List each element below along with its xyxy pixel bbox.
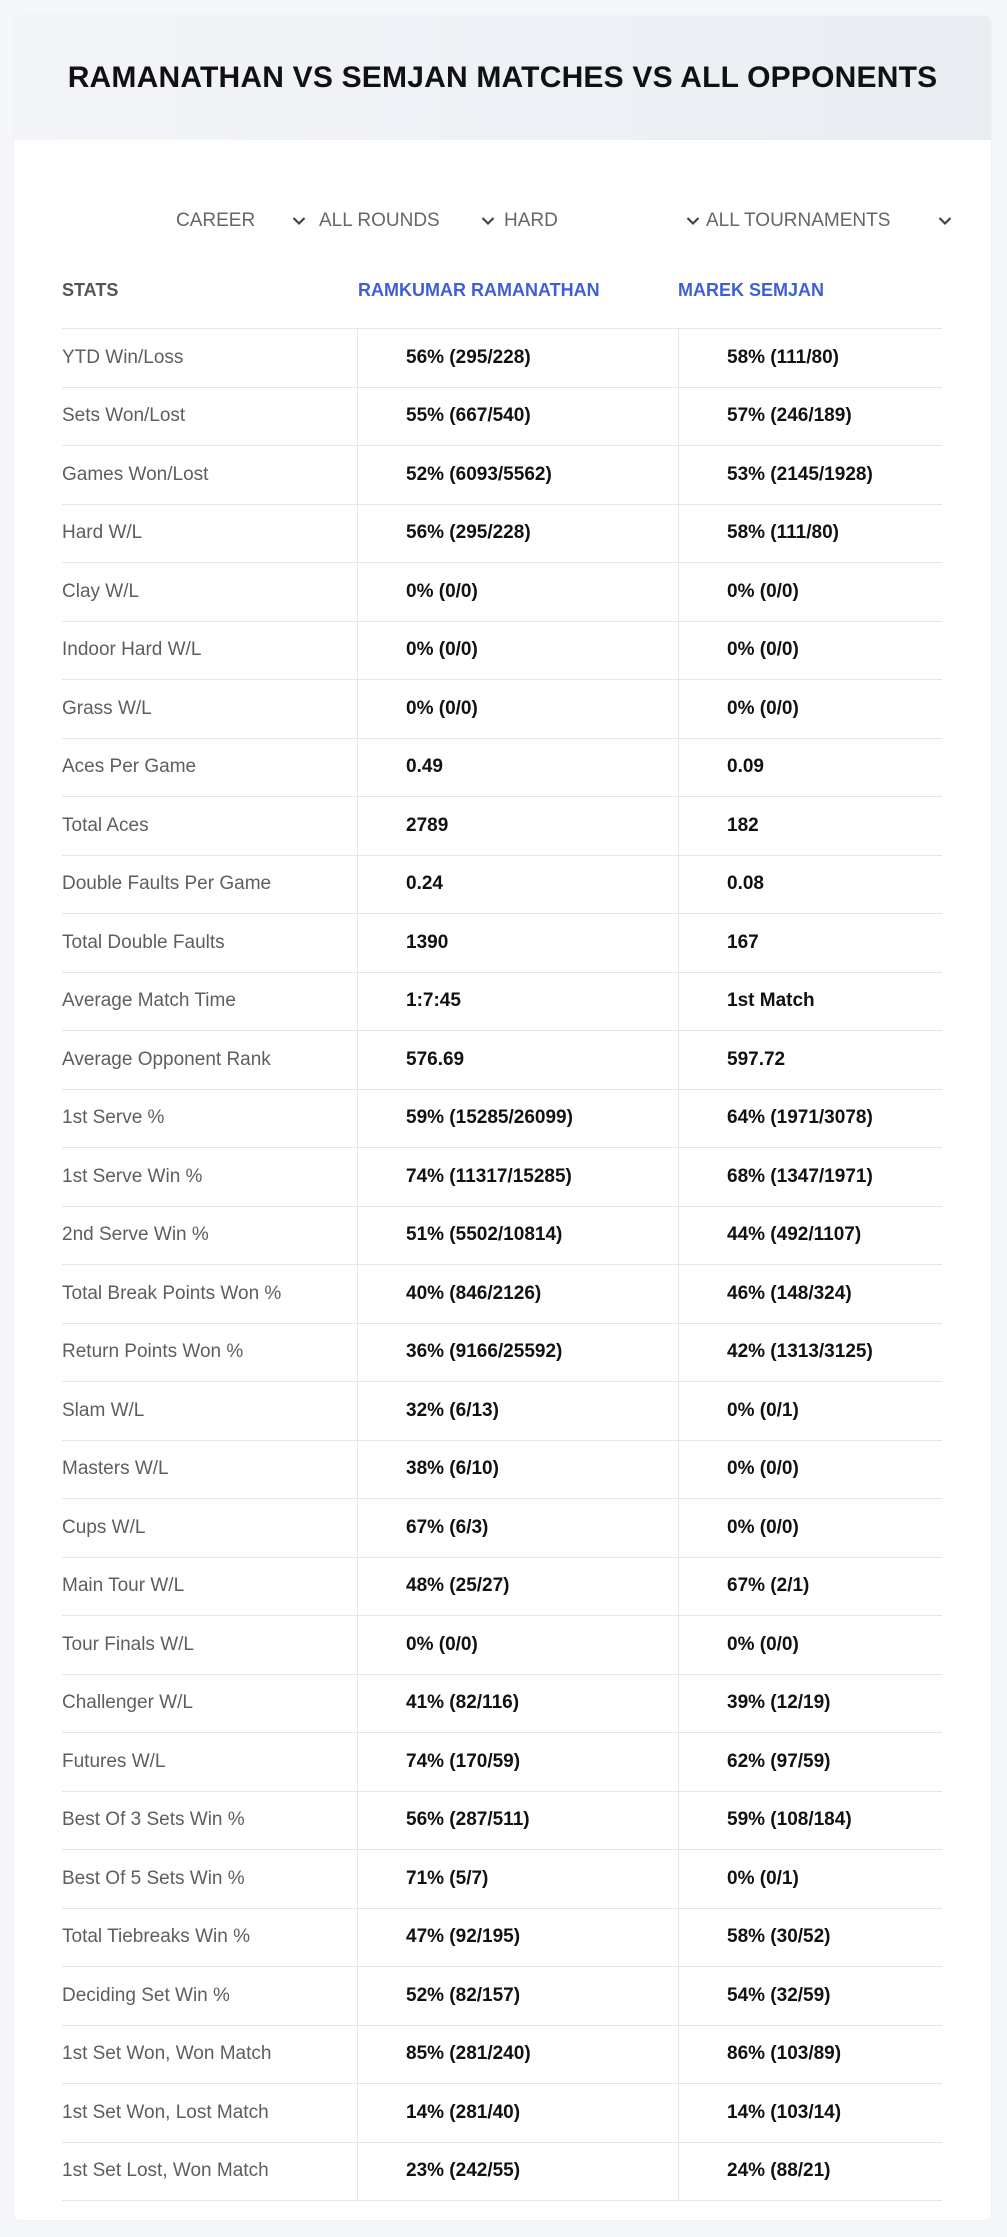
chevron-down-icon — [934, 210, 956, 232]
table-row — [62, 1031, 942, 1090]
stat-label: Total Break Points Won % — [62, 1282, 282, 1304]
table-row — [62, 856, 942, 915]
player2-value: 42% (1313/3125) — [678, 1324, 942, 1382]
table-row — [62, 1441, 942, 1500]
player2-value: 0% (0/0) — [678, 622, 942, 680]
player1-value: 0% (0/0) — [357, 680, 678, 738]
stat-label: Aces Per Game — [62, 756, 197, 778]
player1-value: 41% (82/116) — [357, 1675, 678, 1733]
player1-value: 14% (281/40) — [357, 2084, 678, 2142]
table-row — [62, 680, 942, 739]
career-select-value: CAREER — [176, 210, 256, 231]
table-row — [62, 563, 942, 622]
player1-value: 1:7:45 — [357, 973, 678, 1031]
stat-label: Games Won/Lost — [62, 463, 209, 485]
stat-label: Clay W/L — [62, 580, 140, 602]
player2-value: 167 — [678, 914, 942, 972]
stat-label: 2nd Serve Win % — [62, 1224, 209, 1246]
player1-value: 52% (82/157) — [357, 1967, 678, 2025]
player2-value: 0% (0/0) — [678, 680, 942, 738]
player2-value: 0% (0/0) — [678, 1499, 942, 1557]
player2-column-header[interactable]: MAREK SEMJAN — [678, 279, 825, 300]
table-row — [62, 1090, 942, 1149]
player2-value: 62% (97/59) — [678, 1733, 942, 1791]
player2-value: 39% (12/19) — [678, 1675, 942, 1733]
player1-value: 56% (295/228) — [357, 505, 678, 563]
stat-label: Challenger W/L — [62, 1692, 193, 1714]
player1-value: 32% (6/13) — [357, 1382, 678, 1440]
player1-value: 47% (92/195) — [357, 1909, 678, 1967]
stat-label: Best Of 5 Sets Win % — [62, 1867, 245, 1889]
player1-value: 0.24 — [357, 856, 678, 914]
stat-label: Slam W/L — [62, 1399, 145, 1421]
stat-label: 1st Serve Win % — [62, 1165, 203, 1187]
player2-value: 0.08 — [678, 856, 942, 914]
player1-value: 85% (281/240) — [357, 2026, 678, 2084]
table-row — [62, 973, 942, 1032]
player1-column-header[interactable]: RAMKUMAR RAMANATHAN — [358, 279, 600, 300]
stat-label: Masters W/L — [62, 1458, 169, 1480]
stat-label: Futures W/L — [62, 1750, 166, 1772]
card-header — [14, 16, 991, 140]
stat-label: Main Tour W/L — [62, 1575, 185, 1597]
player2-value: 44% (492/1107) — [678, 1207, 942, 1265]
page-title: RAMANATHAN VS SEMJAN MATCHES VS ALL OPPONENTS — [67, 61, 938, 94]
player1-value: 38% (6/10) — [357, 1441, 678, 1499]
player2-value: 14% (103/14) — [678, 2084, 942, 2142]
stat-label: Tour Finals W/L — [62, 1633, 194, 1655]
table-body — [62, 329, 942, 2201]
stat-label: Total Double Faults — [62, 931, 225, 953]
stat-label: Total Tiebreaks Win % — [62, 1926, 250, 1948]
stats-column-header: STATS — [62, 279, 119, 300]
table-row — [62, 1558, 942, 1617]
table-row — [62, 1909, 942, 1968]
player2-value: 64% (1971/3078) — [678, 1090, 942, 1148]
player1-value: 0% (0/0) — [357, 622, 678, 680]
stat-label: Best Of 3 Sets Win % — [62, 1809, 245, 1831]
player1-value: 23% (242/55) — [357, 2143, 678, 2201]
table-row — [62, 2026, 942, 2085]
table-row — [62, 1499, 942, 1558]
player2-value: 46% (148/324) — [678, 1265, 942, 1323]
player1-value: 56% (295/228) — [357, 329, 678, 387]
table-row — [62, 505, 942, 564]
stat-label: Indoor Hard W/L — [62, 639, 202, 661]
stat-label: Grass W/L — [62, 697, 152, 719]
table-header — [62, 252, 942, 329]
player2-value: 67% (2/1) — [678, 1558, 942, 1616]
surface-select[interactable] — [504, 191, 704, 251]
tournaments-select-value: ALL TOURNAMENTS — [706, 210, 891, 231]
player1-value: 0% (0/0) — [357, 563, 678, 621]
stats-card — [14, 16, 991, 2220]
player2-value: 57% (246/189) — [678, 388, 942, 446]
player2-value: 182 — [678, 797, 942, 855]
stat-label: 1st Serve % — [62, 1107, 165, 1129]
table-row — [62, 446, 942, 505]
table-row — [62, 2143, 942, 2202]
player1-value: 40% (846/2126) — [357, 1265, 678, 1323]
stat-label: YTD Win/Loss — [62, 346, 184, 368]
player1-value: 56% (287/511) — [357, 1792, 678, 1850]
table-row — [62, 622, 942, 681]
player1-value: 59% (15285/26099) — [357, 1090, 678, 1148]
stat-label: Total Aces — [62, 814, 149, 836]
table-row — [62, 1967, 942, 2026]
table-row — [62, 1733, 942, 1792]
table-row — [62, 1265, 942, 1324]
table-row — [62, 914, 942, 973]
stat-label: Sets Won/Lost — [62, 405, 186, 427]
player2-value: 597.72 — [678, 1031, 942, 1089]
table-row — [62, 797, 942, 856]
player1-value: 67% (6/3) — [357, 1499, 678, 1557]
player1-value: 52% (6093/5562) — [357, 446, 678, 504]
player1-value: 0.49 — [357, 739, 678, 797]
chevron-down-icon — [288, 210, 310, 232]
table-row — [62, 329, 942, 388]
player1-value: 576.69 — [357, 1031, 678, 1089]
chevron-down-icon — [682, 210, 704, 232]
player1-value: 1390 — [357, 914, 678, 972]
player2-value: 58% (111/80) — [678, 505, 942, 563]
player2-value: 68% (1347/1971) — [678, 1148, 942, 1206]
player1-value: 0% (0/0) — [357, 1616, 678, 1674]
stat-label: 1st Set Lost, Won Match — [62, 2160, 269, 2182]
player1-value: 48% (25/27) — [357, 1558, 678, 1616]
tournaments-select[interactable] — [706, 191, 956, 251]
player1-value: 71% (5/7) — [357, 1850, 678, 1908]
table-row — [62, 388, 942, 447]
table-row — [62, 1148, 942, 1207]
table-row — [62, 1382, 942, 1441]
player2-value: 53% (2145/1928) — [678, 446, 942, 504]
stat-label: Return Points Won % — [62, 1341, 244, 1363]
player2-value: 0% (0/0) — [678, 563, 942, 621]
table-row — [62, 1207, 942, 1266]
player1-value: 55% (667/540) — [357, 388, 678, 446]
stat-label: Average Opponent Rank — [62, 1048, 271, 1070]
player2-value: 54% (32/59) — [678, 1967, 942, 2025]
player2-value: 0% (0/1) — [678, 1382, 942, 1440]
player2-value: 58% (111/80) — [678, 329, 942, 387]
player2-value: 24% (88/21) — [678, 2143, 942, 2201]
stats-table — [62, 252, 942, 2201]
stat-label: Average Match Time — [62, 990, 236, 1012]
player2-value: 86% (103/89) — [678, 2026, 942, 2084]
player2-value: 59% (108/184) — [678, 1792, 942, 1850]
career-select[interactable] — [176, 191, 310, 251]
player2-value: 0.09 — [678, 739, 942, 797]
stat-label: 1st Set Won, Lost Match — [62, 2101, 269, 2123]
player2-value: 0% (0/0) — [678, 1616, 942, 1674]
player2-value: 58% (30/52) — [678, 1909, 942, 1967]
chevron-down-icon — [477, 210, 499, 232]
stat-label: Cups W/L — [62, 1516, 146, 1538]
player2-value: 0% (0/0) — [678, 1441, 942, 1499]
rounds-select-value: ALL ROUNDS — [319, 210, 440, 231]
stat-label: 1st Set Won, Won Match — [62, 2043, 272, 2065]
table-row — [62, 1850, 942, 1909]
player1-value: 2789 — [357, 797, 678, 855]
player1-value: 74% (11317/15285) — [357, 1148, 678, 1206]
rounds-select[interactable] — [319, 191, 499, 251]
table-row — [62, 2084, 942, 2143]
player1-value: 51% (5502/10814) — [357, 1207, 678, 1265]
player1-value: 36% (9166/25592) — [357, 1324, 678, 1382]
player1-value: 74% (170/59) — [357, 1733, 678, 1791]
table-row — [62, 1616, 942, 1675]
surface-select-value: HARD — [504, 210, 558, 231]
stat-label: Double Faults Per Game — [62, 873, 272, 895]
player2-value: 0% (0/1) — [678, 1850, 942, 1908]
stat-label: Deciding Set Win % — [62, 1984, 230, 2006]
table-row — [62, 739, 942, 798]
filter-bar — [14, 191, 991, 251]
player2-value: 1st Match — [678, 973, 942, 1031]
table-row — [62, 1324, 942, 1383]
stat-label: Hard W/L — [62, 522, 143, 544]
table-row — [62, 1792, 942, 1851]
table-row — [62, 1675, 942, 1734]
